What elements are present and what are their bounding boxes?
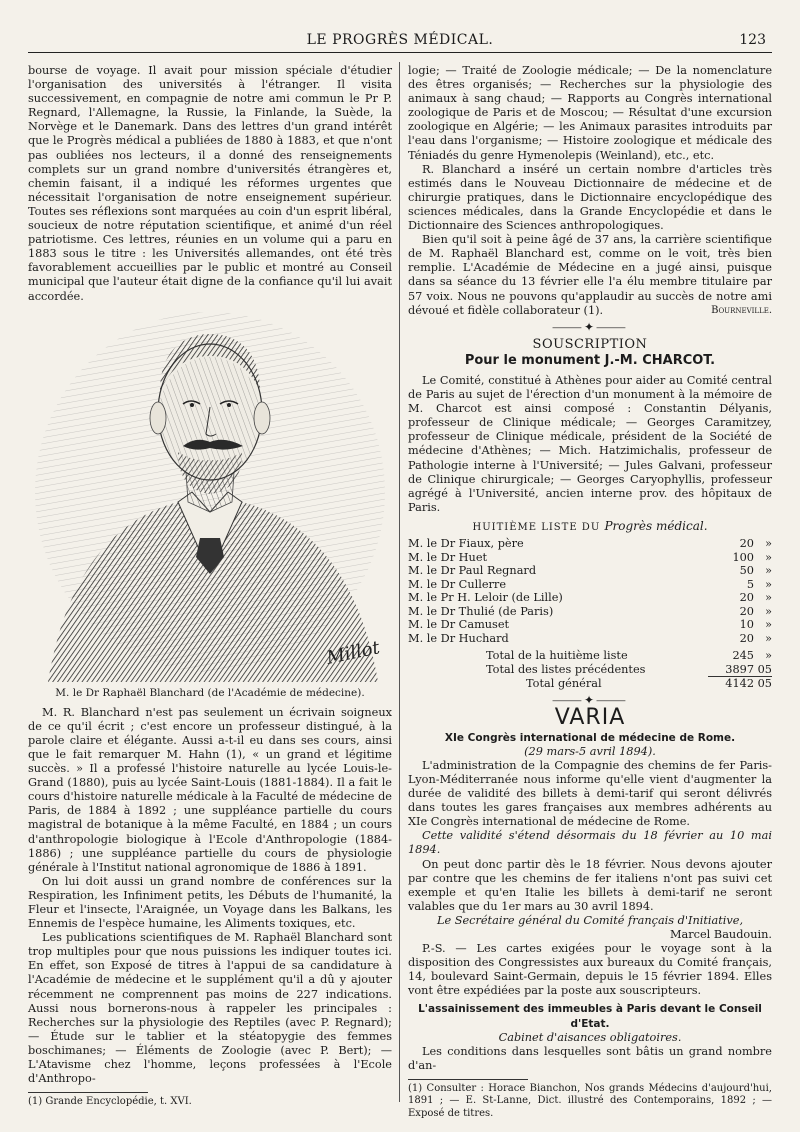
donor-name: M. le Dr Thulié (de Paris) [408, 604, 554, 618]
donation-unit: » [765, 550, 772, 564]
total-value: 4142 05 [725, 677, 772, 690]
donor-name: M. le Dr Camuset [408, 618, 510, 631]
donation-row [408, 537, 772, 551]
paragraph: Les conditions dans lesquelles sont bâtis un grand nombre d'an- [408, 1044, 772, 1072]
article-title: L'assainissement des immeubles à Paris devant le Conseil d'Etat. [418, 1003, 762, 1030]
donation-unit: » [765, 604, 772, 618]
footnote: (1) Grande Encyclopédie, t. XVI. [28, 1096, 192, 1108]
portrait-caption: M. le Dr Raphaël Blanchard (de l'Académie de médecine). [55, 686, 365, 699]
page-header [28, 30, 772, 53]
donation-row [408, 551, 772, 565]
donor-name: M. le Dr Fiaux, père [408, 537, 524, 550]
paragraph: On peut donc partir dès le 18 février. Nous devons ajouter par contre que les chemins de fer italiens n'ont pas suivi cet exemple et qu'en Italie les billets à demi-tarif ne seront valables que du 1er mars au 30 avril 1894. [408, 857, 772, 913]
donor-name: M. le Dr Huchard [408, 631, 509, 645]
article-subtitle: Cabinet d'aisances obligatoires. [498, 1030, 682, 1044]
donation-row [408, 605, 772, 619]
donation-row [408, 564, 772, 578]
varia-heading: VARIA [554, 704, 626, 730]
section-heading: SOUSCRIPTION [532, 336, 648, 352]
paragraph: Le Comité, constitué à Athènes pour aider au Comité central de Paris au sujet de l'érection d'un monument à la mémoire de M. Charcot est ainsi composé : Constantin Délyanis, professeur de Clinique médicale; — Georges Caramitzey, professeur de Clinique médicale, président de la Société de médecine d'Athènes; — Mich. Hatzimichalis, professeur de Pathologie interne à l'Université; — Jules Galvani, professeur de Clinique chirurgicale; — Georges Caryophyllis, professeur agrégé à l'Université, ancien interne prov. des hôpitaux de Paris. [408, 373, 772, 514]
list-title-journal: Progrès médical. [604, 518, 708, 533]
paragraph: bourse de voyage. Il avait pour mission spéciale d'étudier l'organisation des universités à l'étranger. Il visita successivement, en compagnie de notre ami commun le Pr P. Regnard, l'Allemagne, la Russie, la Finlande, la Suède, la Norvège et le Danemark. Dans des lettres d'un grand intérêt que le Progrès médical a publiées de 1880 à 1883, et que n'ont pas oubliées nos lecteurs, il a donné des renseignements complets sur un grand nombre d'universités étrangères et, chemin faisant, il a indiqué les réformes urgentes que nécessitait l'organisation de notre enseignement supérieur. Toutes ses réflexions sont marquées au coin d'un esprit libéral, soucieux de notre réputation scientifique, et animé d'un réel patriotisme. Ces lettres, réunies en un volume qui a paru en 1883 sous le titre : les Universités allemandes, ont été très favorablement accueillies par le public et montré au Conseil municipal que l'auteur était digne de la confiance qu'il lui avait accordée. [28, 64, 392, 303]
author-signature: Bourneville. [711, 304, 772, 316]
left-column [28, 64, 392, 1109]
paragraph: L'administration de la Compagnie des chemins de fer Paris-Lyon-Méditerranée nous informe qu'elle vient d'augmenter la durée de validité des billets à demi-tarif qui seront délivrés dans toutes les gares françaises aux membres adhérents au XIe Congrès international de médecine de Rome. [408, 758, 772, 829]
donation-amount: 20 [739, 604, 754, 618]
donation-row [408, 618, 772, 632]
paragraph-text: Bien qu'il soit à peine âgé de 37 ans, la carrière scientifique de M. Raphaël Blanchard est, comme on le voit, très bien remplie. L'Académie de Médecine en a jugé ainsi, puisque dans sa séance du 13 février elle l'a élu membre titulaire par 57 voix. Nous ne pouvons qu'applaudir au succès de notre ami dévoué et fidèle collaborateur (1). [408, 233, 772, 317]
paragraph: On lui doit aussi un grand nombre de conférences sur la Respiration, les Infiniment petits, les Débuts de l'humanité, la Fleur et l'insecte, l'Araignée, un Voyage dans les Balkans, les Ennemis de l'espèce humaine, les Aliments toxiques, etc. [28, 874, 392, 931]
total-value: 3897 05 [708, 663, 772, 677]
total-label: Total général [526, 676, 602, 690]
footnote-rule [408, 1079, 528, 1080]
total-row [408, 677, 772, 691]
donation-unit: » [765, 631, 772, 645]
total-label: Total des listes précédentes [486, 662, 646, 676]
portrait-engraving [28, 312, 392, 682]
donor-name: M. le Dr Cullerre [408, 577, 507, 591]
donation-row [408, 632, 772, 646]
paragraph: Cette validité s'étend désormais du 18 février au 10 mai 1894. [408, 829, 772, 857]
ornament-divider: ⸻✦⸻ [552, 692, 628, 707]
donation-row [408, 578, 772, 592]
list-title [408, 519, 772, 535]
paragraph: M. R. Blanchard n'est pas seulement un écrivain soigneux de ce qu'il écrit ; c'est encore un professeur distingué, à la parole claire et élégante. Aussi a-t-il eu dans ses cours, ainsi que le fait remarquer M. Hahn (1), « un grand et légitime succès. » Il a professé l'histoire naturelle au lycée Louis-le-Grand (1880), puis au lycée Saint-Louis (1881-1884). Il a fait le cours d'histoire naturelle médicale à la Faculté de médecine de Paris, de 1884 à 1892 ; une suppléance partielle du cours magistral de botanique à la même Faculté, en 1884 ; un cours d'anthropologie biologique à l'Ecole d'Anthropologie (1884-1886) ; une suppléance partielle du cours de physiologie générale à l'Institut national agronomique de 1886 à 1891. [28, 705, 392, 874]
donor-name: M. le Pr H. Leloir (de Lille) [408, 591, 563, 604]
signature-line: Le Secrétaire général du Comité français d'Initiative, [436, 913, 744, 927]
paragraph: logie; — Traité de Zoologie médicale; — De la nomenclature des êtres organisés; — Recherches sur la physiologie des animaux à sang chaud; — Rapports au Congrès international zoologique de Paris et de Moscou; — Résultat d'une excursion zoologique en Algérie; — les Animaux parasites introduits par l'eau dans l'organisme; — Histoire zoologique et médicale des Téniadés du genre Hymenolepis (Weinland), etc., etc. [408, 64, 772, 162]
list-title-caps: HUITIÈME LISTE DU [472, 521, 601, 533]
donation-amount: 50 [739, 564, 754, 577]
total-unit: » [765, 649, 772, 662]
article-title: XIe Congrès international de médecine de Rome. [444, 731, 736, 744]
donation-amount: 100 [732, 550, 754, 564]
donation-amount: 5 [746, 577, 754, 591]
paragraph: R. Blanchard a inséré un certain nombre d'articles très estimés dans le Nouveau Dictionnaire de médecine et de chirurgie pratiques, dans le Dictionnaire encyclopédique des sciences médicales, dans la Grande Encyclopédie et dans le Dictionnaire des Sciences anthropologiques. [408, 162, 772, 233]
donations-table [408, 537, 772, 645]
column-divider [399, 62, 400, 1102]
donation-unit: » [765, 564, 772, 577]
donation-amount: 20 [739, 537, 754, 550]
donation-unit: » [765, 591, 772, 604]
totals-table [408, 649, 772, 691]
total-row [408, 649, 772, 663]
total-value: 245 [732, 649, 754, 662]
donation-amount: 10 [739, 618, 754, 631]
donation-amount: 20 [739, 591, 754, 604]
donor-name: M. le Dr Paul Regnard [408, 564, 537, 577]
total-label: Total de la huitième liste [486, 649, 628, 662]
page-number: 123 [739, 32, 766, 48]
right-column [408, 64, 772, 1120]
paragraph [408, 233, 772, 318]
section-subheading: Pour le monument J.-M. CHARCOT. [464, 352, 716, 368]
footnote: (1) Consulter : Horace Bianchon, Nos grands Médecins d'aujourd'hui, 1891 ; — E. St-Lanne, Dict. illustré des Contemporains, 1892 ; — Exposé de titres. [408, 1082, 772, 1119]
paragraph: P.-S. — Les cartes exigées pour le voyage sont à la disposition des Congressistes aux bureaux du Comité français, 14, boulevard Saint-Germain, depuis le 15 février 1894. Elles vont être expédiées par la poste aux souscripteurs. [408, 942, 772, 998]
donation-amount: 20 [739, 631, 754, 645]
artist-signature: Millot [324, 636, 382, 669]
donation-unit: » [765, 537, 772, 550]
donation-unit: » [765, 577, 772, 591]
donation-row [408, 591, 772, 605]
journal-title: LE PROGRÈS MÉDICAL. [306, 32, 494, 48]
footnote-rule [28, 1092, 148, 1093]
signature-name: Marcel Baudouin. [669, 928, 772, 941]
donor-name: M. le Dr Huet [408, 550, 488, 564]
total-row [408, 663, 772, 677]
ornament-divider: ⸻✦⸻ [552, 319, 628, 334]
paragraph: Les publications scientifiques de M. Raphaël Blanchard sont trop multiples pour que nous puissions les indiquer toutes ici. En effet, son Exposé de titres à l'appui de sa candidature à l'Académie de médecine et le supplément qu'il a dû y ajouter récemment ne comprennent pas moins de 227 indications. Aussi nous bornerons-nous à rappeler les principales : Recherches sur la physiologie des Reptiles (avec P. Regnard); — Étude sur le tablier et la stéatopygie des femmes boschimanes; — Éléments de Zoologie (avec P. Bert); — L'Atavisme chez l'homme, leçons professées à l'Ecole d'Anthropo- [28, 931, 392, 1086]
donation-unit: » [765, 618, 772, 631]
article-dates: (29 mars-5 avril 1894). [524, 744, 656, 758]
